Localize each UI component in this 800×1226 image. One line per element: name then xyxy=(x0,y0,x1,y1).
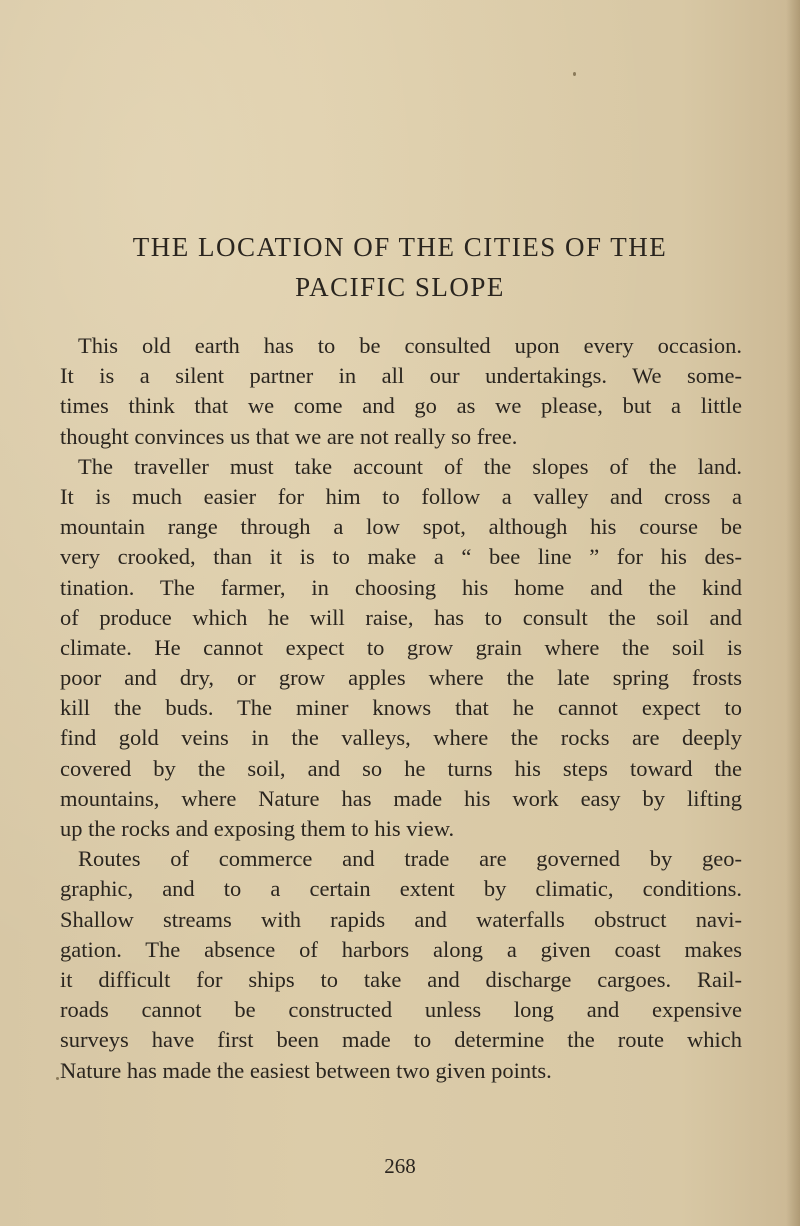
paragraph-3-line: graphic, and to a certain extent by climatic, conditions. xyxy=(60,876,742,902)
chapter-title-line-1: THE LOCATION OF THE CITIES OF THE xyxy=(132,232,668,262)
paragraph-2-line: poor and dry, or grow apples where the late spring frosts xyxy=(60,665,742,691)
paragraph-2-line: The traveller must take account of the slopes of the land. xyxy=(78,453,742,479)
page-edge-shadow xyxy=(786,0,800,1226)
paragraph-3-line: it difficult for ships to take and discharge cargoes. Rail- xyxy=(60,966,742,992)
paragraph-2-line: tination. The farmer, in choosing his home and the kind xyxy=(60,574,742,600)
paragraph-1-line: times think that we come and go as we please, but a little xyxy=(60,393,742,419)
paragraph-2-line: of produce which he will raise, has to consult the soil and xyxy=(60,604,742,630)
chapter-title-line-2: PACIFIC SLOPE xyxy=(295,272,505,302)
paper-speck xyxy=(56,1077,59,1080)
paragraph-3-line: roads cannot be constructed unless long and expensive xyxy=(60,997,742,1023)
page-number: 268 xyxy=(384,1154,416,1178)
paragraph-1-line: thought convinces us that we are not really so free. xyxy=(60,423,518,449)
paragraph-2-line: up the rocks and exposing them to his view. xyxy=(60,816,455,841)
paragraph-3-line: gation. The absence of harbors along a given coast makes xyxy=(60,936,742,962)
paragraph-2-line: mountains, where Nature has made his work easy by lifting xyxy=(60,785,742,811)
paragraph-3-line: Routes of commerce and trade are governed by geo- xyxy=(78,846,742,872)
paragraph-1-line: It is a silent partner in all our undertakings. We some- xyxy=(60,363,742,389)
paragraph-2-line: climate. He cannot expect to grow grain where the soil is xyxy=(60,634,742,660)
paragraph-3-line: Nature has made the easiest between two given points. xyxy=(60,1057,552,1083)
paragraph-2-line: find gold veins in the valleys, where the rocks are deeply xyxy=(60,725,742,751)
paragraph-2-line: mountain range through a low spot, although his course be xyxy=(60,514,742,540)
paper-speck xyxy=(573,72,576,76)
paragraph-1-line: This old earth has to be consulted upon every occasion. xyxy=(78,333,742,358)
paragraph-2-line: It is much easier for him to follow a valley and cross a xyxy=(60,483,742,509)
paragraph-3-line: Shallow streams with rapids and waterfalls obstruct navi- xyxy=(60,906,742,932)
paragraph-3-line: surveys have first been made to determine the route which xyxy=(60,1027,742,1053)
paragraph-2-line: covered by the soil, and so he turns his steps toward the xyxy=(60,755,742,781)
chapter-body xyxy=(60,331,742,1086)
paragraph-2-line: kill the buds. The miner knows that he cannot expect to xyxy=(60,695,742,721)
paragraph-2-line: very crooked, than it is to make a “ bee line ” for his des- xyxy=(60,544,742,570)
